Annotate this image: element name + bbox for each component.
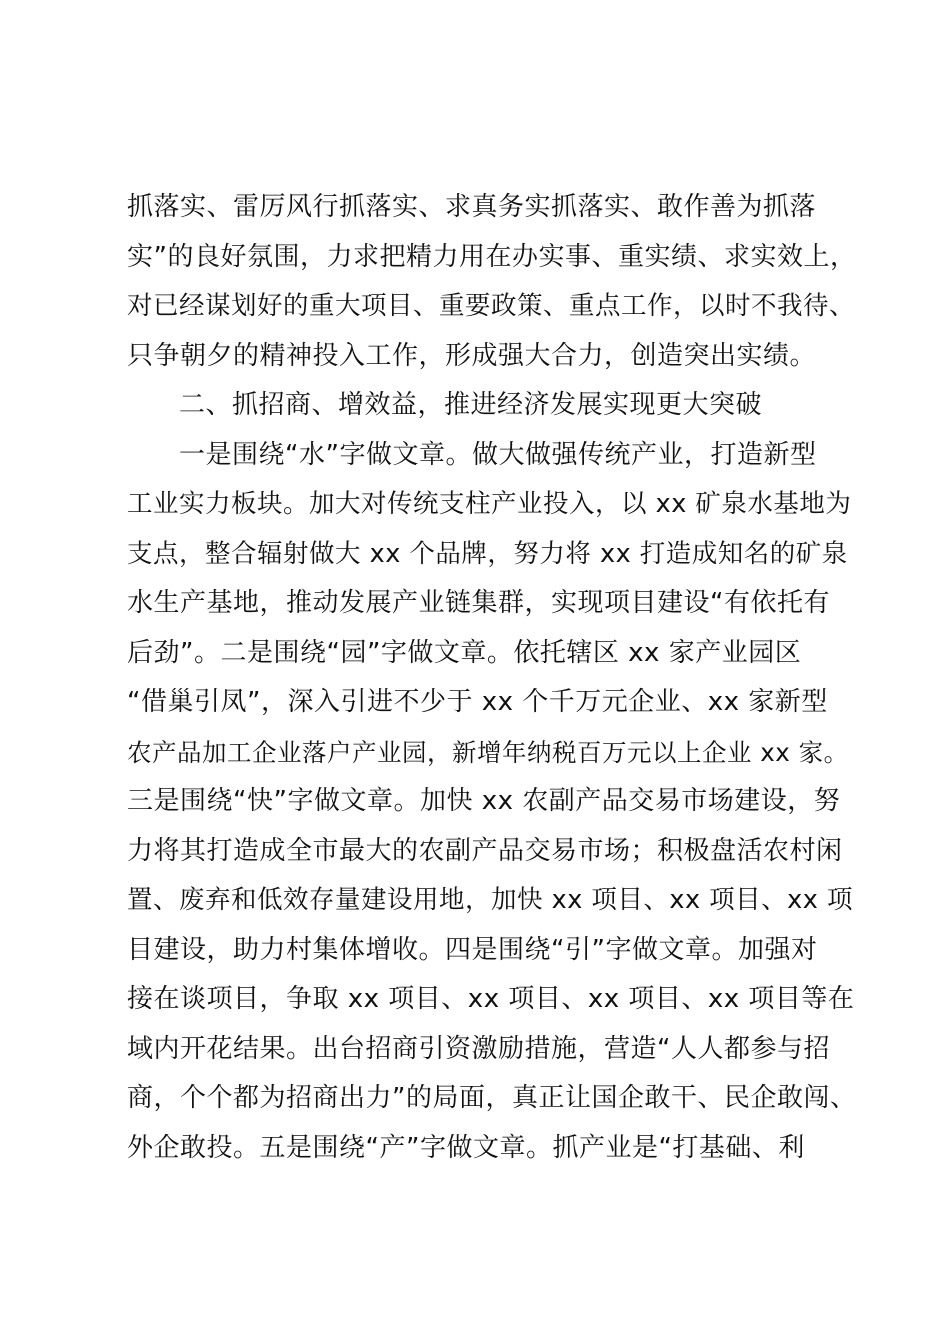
text-line-20: 外企敢投。五是围绕“产”字做文章。抓产业是“打基础、利 (127, 1132, 805, 1163)
text-line-16: 目建设，助力村集体增收。四是围绕“引”字做文章。加强对 (127, 934, 818, 965)
text-line-10: 后劲”。二是围绕“园”字做文章。依托辖区 xx 家产业园区 (127, 637, 802, 668)
text-line-8: 支点，整合辐射做大 xx 个品牌，努力将 xx 打造成知名的矿泉 (127, 538, 848, 569)
text-line-2: 实”的良好氛围，力求把精力用在办实事、重实绩、求实效上， (127, 241, 857, 272)
text-line-14: 力将其打造成全市最大的农副产品交易市场；积极盘活农村闲 (127, 835, 843, 866)
text-line-6: 一是围绕“水”字做文章。做大做强传统产业，打造新型 (179, 439, 817, 470)
text-line-4: 只争朝夕的精神投入工作，形成强大合力，创造突出实绩。 (127, 340, 817, 371)
text-line-1: 抓落实、雷厉风行抓落实、求真务实抓落实、敢作善为抓落 (127, 192, 817, 222)
text-line-17: 接在谈项目，争取 xx 项目、xx 项目、xx 项目、xx 项目等在 (127, 984, 855, 1014)
text-line-19: 商，个个都为招商出力”的局面，真正让国企敢干、民企敢闯、 (127, 1083, 857, 1113)
body-text (127, 183, 857, 1173)
text-line-15: 置、废弃和低效存量建设用地，加快 xx 项目、xx 项目、xx 项 (127, 885, 853, 915)
text-line-9: 水生产基地，推动发展产业链集群，实现项目建设“有依托有 (127, 588, 830, 618)
text-line-11: “借巢引凤”，深入引进不少于 xx 个千万元企业、xx 家新型 (127, 687, 828, 717)
text-line-18: 域内开花结果。出台招商引资激励措施，营造“人人都参与招 (127, 1033, 830, 1064)
text-line-3: 对已经谋划好的重大项目、重要政策、重点工作，以时不我待、 (127, 291, 856, 321)
text-line-13: 三是围绕“快”字做文章。加快 xx 农副产品交易市场建设，努 (127, 786, 841, 816)
section-heading: 二、抓招商、增效益，推进经济发展实现更大突破 (179, 390, 763, 420)
text-line-7: 工业实力板块。加大对传统支柱产业投入，以 xx 矿泉水基地为 (127, 489, 852, 519)
text-line-12: 农产品加工企业落户产业园，新增年纳税百万元以上企业 xx 家。 (127, 737, 849, 767)
